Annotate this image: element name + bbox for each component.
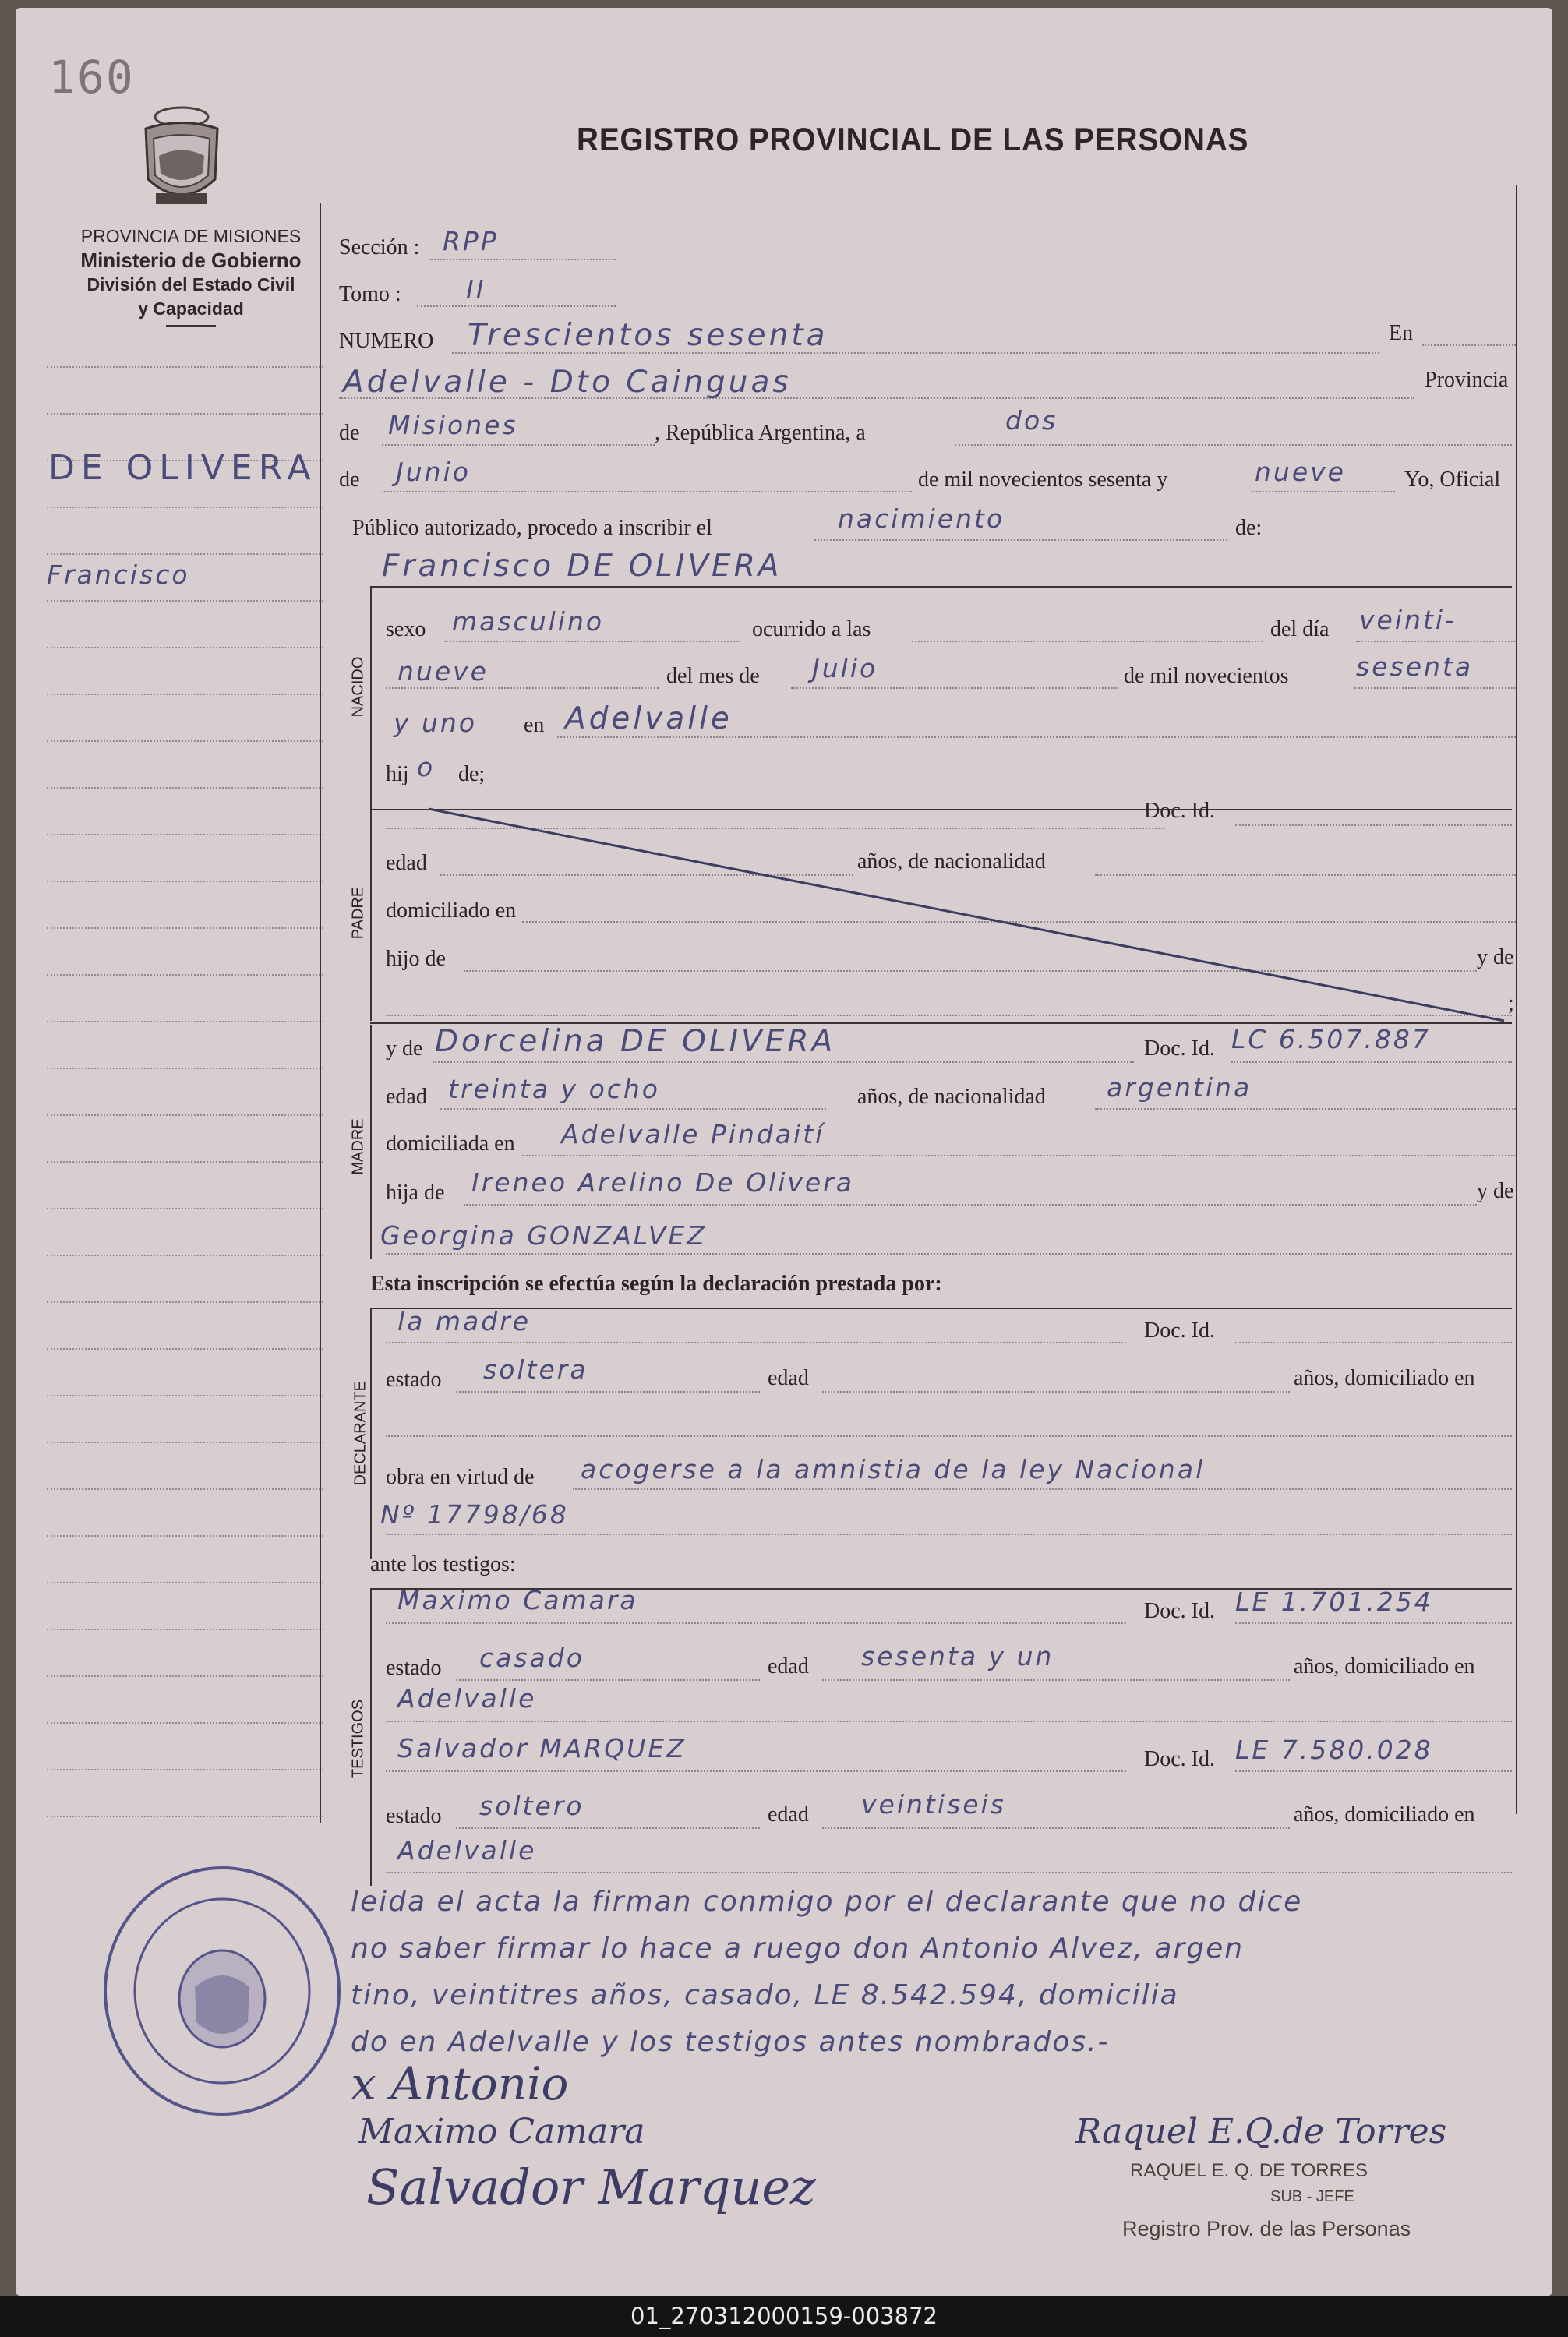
label-declarante-anos: años, domiciliado en xyxy=(1294,1366,1475,1390)
label-de: de xyxy=(339,421,360,445)
image-id-footer: 01_270312000159-003872 xyxy=(0,2296,1568,2337)
label-provincia: Provincia xyxy=(1425,368,1509,392)
label-del-dia: del día xyxy=(1270,617,1330,641)
section-nacido: NACIDO xyxy=(349,656,367,718)
agency-division: División del Estado Civil xyxy=(87,274,295,295)
value-sexo: masculino xyxy=(452,606,605,637)
label-declaracion: Esta inscripción se efectúa según la declaración prestada por: xyxy=(370,1272,942,1296)
label-de-mil-nov: de mil novecientos xyxy=(1124,664,1289,688)
coat-of-arms-icon xyxy=(134,101,229,214)
label-t1-estado: estado xyxy=(386,1656,442,1680)
value-numero: Trescientos sesenta xyxy=(468,318,828,353)
label-t2-edad: edad xyxy=(768,1802,809,1827)
value-t2-estado: soltero xyxy=(479,1791,584,1821)
value-madre-nombre: Dorcelina DE OLIVERA xyxy=(435,1024,836,1059)
value-madre-y-de: Georgina GONZALVEZ xyxy=(380,1220,707,1251)
label-madre-nac: años, de nacionalidad xyxy=(857,1085,1046,1109)
closing-line-3: tino, veintitres años, casado, LE 8.542.594, domicilia xyxy=(351,1979,1179,2011)
section-testigos: TESTIGOS xyxy=(349,1699,367,1779)
value-nombre: Francisco DE OLIVERA xyxy=(382,549,782,584)
label-en: En xyxy=(1389,321,1414,345)
label-padre-dom: domiciliado en xyxy=(386,898,517,923)
value-madre-nac: argentina xyxy=(1107,1072,1252,1103)
value-acto: nacimiento xyxy=(838,503,1005,534)
value-declarante-nombre: la madre xyxy=(397,1306,531,1336)
official-office: Registro Prov. de las Personas xyxy=(1122,2217,1411,2240)
agency-ministry: Ministerio de Gobierno xyxy=(80,249,302,272)
label-seccion: Sección : xyxy=(339,235,420,259)
value-lugar-nac: Adelvalle xyxy=(565,701,733,736)
closing-line-2: no saber firmar lo hace a ruego don Antonio Alvez, argen xyxy=(351,1933,1245,1965)
section-padre: PADRE xyxy=(349,886,367,940)
signature-official: Raquel E.Q.de Torres xyxy=(1075,2112,1447,2152)
value-t1-doc: LE 1.701.254 xyxy=(1235,1587,1433,1617)
label-padre-hijo-de: hijo de xyxy=(386,947,446,971)
label-semicolon: ; xyxy=(1508,991,1514,1015)
label-t2-anos: años, domiciliado en xyxy=(1294,1802,1475,1827)
register-page xyxy=(16,8,1552,2296)
label-en2: en xyxy=(524,713,545,737)
label-de-semi: de; xyxy=(458,762,486,786)
official-name: RAQUEL E. Q. DE TORRES xyxy=(1130,2160,1368,2181)
value-tomo: II xyxy=(466,274,486,305)
label-padre-y-de: y de xyxy=(1477,945,1514,969)
value-t2-nombre: Salvador MARQUEZ xyxy=(397,1733,687,1763)
signature-salvador: Salvador Marquez xyxy=(366,2159,816,2215)
value-obra2: Nº 17798/68 xyxy=(380,1499,569,1530)
label-publico: Público autorizado, procedo a inscribir el xyxy=(352,516,712,540)
value-t1-estado: casado xyxy=(479,1643,584,1673)
agency-province: PROVINCIA DE MISIONES xyxy=(80,226,302,246)
label-del-mes: del mes de xyxy=(666,664,760,688)
label-numero: NUMERO xyxy=(339,329,434,353)
label-de-mil: de mil novecientos sesenta y xyxy=(918,468,1168,492)
label-tomo: Tomo : xyxy=(339,282,401,306)
label-ocurrido: ocurrido a las xyxy=(752,617,871,641)
label-t1-edad: edad xyxy=(768,1654,809,1679)
value-madre-hija-de: Ireneo Arelino De Olivera xyxy=(471,1167,855,1198)
margin-surname: DE OLIVERA xyxy=(48,448,317,488)
official-stamp xyxy=(94,1862,351,2120)
label-obra: obra en virtud de xyxy=(386,1465,535,1489)
label-republica: , República Argentina, a xyxy=(655,421,866,445)
divider xyxy=(166,325,216,327)
value-ano-nac2: y uno xyxy=(394,708,478,738)
cancel-stroke xyxy=(421,803,1512,1029)
label-de2: de xyxy=(339,468,360,492)
label-madre-y-de: y de xyxy=(386,1036,423,1061)
label-declarante-edad: edad xyxy=(768,1366,809,1390)
right-margin-rule xyxy=(1516,185,1517,1814)
page-number: 160 xyxy=(48,51,135,104)
value-t1-edad: sesenta y un xyxy=(861,1641,1054,1672)
label-yo-oficial: Yo, Oficial xyxy=(1404,468,1501,492)
value-t2-doc: LE 7.580.028 xyxy=(1235,1735,1433,1765)
label-padre-doc: Doc. Id. xyxy=(1144,799,1215,823)
signature-maximo: Maximo Camara xyxy=(358,2112,645,2152)
value-t2-dom: Adelvalle xyxy=(397,1835,537,1866)
value-declarante-estado: soltera xyxy=(483,1354,588,1385)
value-ano-nac: sesenta xyxy=(1356,651,1474,682)
label-t1-anos: años, domiciliado en xyxy=(1294,1654,1475,1679)
label-t1-doc: Doc. Id. xyxy=(1144,1599,1215,1623)
value-lugar: Adelvalle - Dto Cainguas xyxy=(343,365,792,400)
official-role: SUB - JEFE xyxy=(1270,2188,1354,2205)
label-madre-doc: Doc. Id. xyxy=(1144,1036,1215,1061)
left-margin-rule xyxy=(320,203,321,1823)
value-dia-nac: veinti- xyxy=(1359,605,1457,635)
label-t2-estado: estado xyxy=(386,1804,442,1828)
label-padre-nac: años, de nacionalidad xyxy=(857,849,1046,874)
value-t1-dom: Adelvalle xyxy=(397,1683,537,1714)
value-hijo-suffix: o xyxy=(417,752,436,782)
closing-line-4: do en Adelvalle y los testigos antes nombrados.- xyxy=(351,2026,1110,2058)
value-mes-nac: Julio xyxy=(812,653,878,683)
margin-given-name: Francisco xyxy=(47,560,190,590)
value-madre-dom: Adelvalle Pindaití xyxy=(561,1119,825,1149)
value-madre-edad: treinta y ocho xyxy=(448,1074,661,1104)
closing-line-1: leida el acta la firman conmigo por el declarante que no dice xyxy=(351,1886,1303,1918)
value-madre-doc: LC 6.507.887 xyxy=(1231,1024,1431,1054)
value-ano: nueve xyxy=(1255,457,1346,487)
value-provincia: Misiones xyxy=(388,410,518,440)
value-obra: acogerse a la amnistia de la ley Nacional xyxy=(581,1454,1206,1484)
label-padre-edad: edad xyxy=(386,851,427,875)
agency-capacity: y Capacidad xyxy=(138,298,244,319)
label-declarante-doc: Doc. Id. xyxy=(1144,1319,1215,1343)
label-ante-testigos: ante los testigos: xyxy=(370,1552,516,1576)
value-dia: dos xyxy=(1005,405,1058,436)
label-t2-doc: Doc. Id. xyxy=(1144,1747,1215,1771)
signature-antonio: x Antonio xyxy=(351,2057,569,2110)
label-madre-dom: domiciliada en xyxy=(386,1131,515,1156)
document-title: REGISTRO PROVINCIAL DE LAS PERSONAS xyxy=(577,121,1249,157)
label-de-colon: de: xyxy=(1235,516,1263,540)
label-sexo: sexo xyxy=(386,617,426,641)
label-madre-hija-de: hija de xyxy=(386,1181,445,1205)
label-declarante-estado: estado xyxy=(386,1368,442,1392)
value-t2-edad: veintiseis xyxy=(861,1789,1006,1820)
section-declarante: DECLARANTE xyxy=(351,1381,369,1486)
value-dia-nac2: nueve xyxy=(397,656,489,687)
value-t1-nombre: Maximo Camara xyxy=(397,1585,638,1615)
section-madre: MADRE xyxy=(349,1118,367,1175)
label-madre-y-de3: y de xyxy=(1477,1179,1514,1203)
label-madre-edad: edad xyxy=(386,1085,427,1109)
value-seccion: RPP xyxy=(443,226,499,256)
agency-header xyxy=(31,224,351,327)
value-mes: Junio xyxy=(396,457,471,487)
label-hijo: hij xyxy=(386,762,409,786)
